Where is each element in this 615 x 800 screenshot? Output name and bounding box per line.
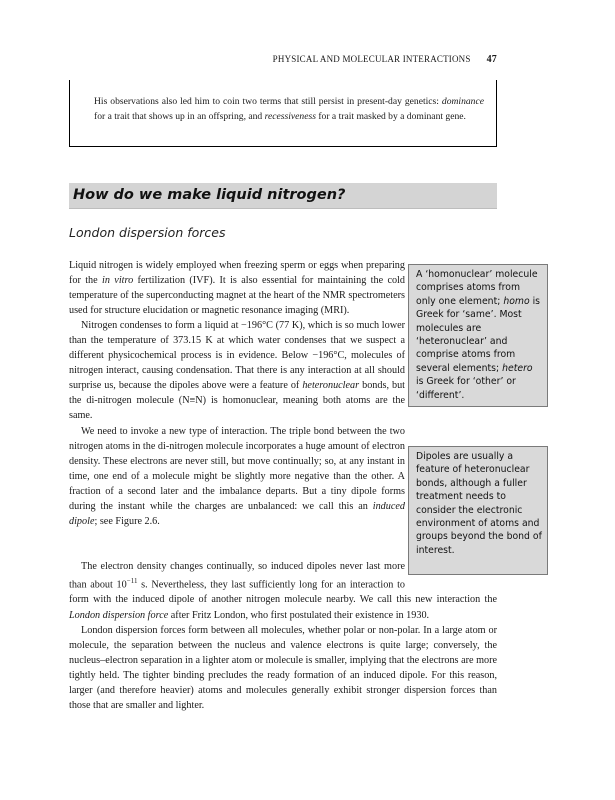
margin-note-homonuclear: [408, 264, 548, 407]
boxquote-term-recessiveness: recessiveness: [264, 111, 316, 122]
note1-text-1: A ‘homonuclear’ molecule comprises atoms from only one element;: [416, 269, 538, 307]
para3-text-1: We need to invoke a new type of interaction. The triple bond between the two nitrogen atoms in the di-nitrogen molecule incorporates a huge amount of electron density. These electrons are never still, but move continually; so, at any instant in time, one end of a molecule might be slightly more negative than the other. A fraction of a second later and the imbalance departs. But a tiny dipole forms during the instant while the charges are unbalanced: we call this an: [69, 425, 405, 512]
section-title: How do we make liquid nitrogen?: [73, 187, 346, 203]
margin-note-1-text: [416, 268, 542, 402]
boxquote-text-1: His observations also led him to coin two terms that still persist in present-day genetics:: [94, 96, 442, 107]
paragraph-1: [69, 258, 405, 318]
para1-text-2: fertilization (IVF). It is also essential for maintaining the cold temperature of the superconducting magnet at the heart of the NMR spectrometers used for structure elucidation or magnetic resonance imaging (MRI).: [69, 275, 405, 317]
para1-text-1: Liquid nitrogen is widely employed when freezing sperm or eggs when preparing for the: [69, 260, 405, 287]
boxquote-text-3: for a trait masked by a dominant gene.: [315, 111, 466, 122]
note1-text-3: is Greek for ‘other’ or ‘different’.: [416, 376, 516, 401]
note1-term-homo: homo: [503, 295, 530, 307]
para4-container: [69, 559, 497, 713]
para4-emphasis: London dispersion force: [69, 609, 169, 621]
subsection-title: London dispersion forces: [69, 225, 226, 240]
para4-text-2: s. Nevertheless, they last sufficiently long for an interaction to form with the induced dipole of another nitrogen molecule nearby. We call this new interaction the: [69, 579, 497, 606]
para1-emphasis: in vitro: [102, 275, 134, 287]
margin-note-dipoles: [408, 446, 548, 575]
running-head: [0, 54, 497, 65]
para4-text-1: The electron density changes continually, so induced dipoles never last more than about 10: [69, 561, 405, 591]
note1-text-2: is Greek for ‘same’. Most molecules are ‘heteronuclear’ and comprise atoms from several elements;: [416, 295, 541, 374]
paragraph-3: [69, 424, 405, 529]
page-number: 47: [486, 54, 497, 65]
running-title: PHYSICAL AND MOLECULAR INTERACTIONS: [272, 54, 471, 64]
para2-text-1: Nitrogen condenses to form a liquid at −196°C (77 K), which is so much lower than the temperature of 373.15 K at which water condenses that we suspect a different physicochemical process is in evidence. Below −196°C, molecules of nitrogen interact, causing condensation. That there is any interaction at all should surprise us, because the dipoles above were a feature of: [69, 320, 405, 392]
margin-note-2-text: Dipoles are usually a feature of heteronuclear bonds, although a fuller treatment needs to consider the electronic environment of atoms and groups beyond the bond of interest.: [416, 451, 542, 556]
para4-text-3: after Fritz London, who first postulated their existence in 1930.: [168, 609, 430, 621]
para4-exponent: −11: [126, 577, 138, 586]
boxquote-term-dominance: dominance: [441, 96, 484, 107]
boxed-quote-text: [94, 94, 484, 124]
paragraph-5: London dispersion forces form between all molecules, whether polar or non-polar. In a large atom or molecule, the separation between the nucleus and valence electrons is quite large; conversely, the nucleus–electron separation in a lighter atom or molecule is smaller, implying that the electrons are more tightly held. The tighter binding precludes the ready formation of an induced dipole. For this reason, larger (and therefore heavier) atoms and molecules generally exhibit stronger dispersion forces than those that are smaller and lighter.: [69, 624, 497, 711]
boxed-quote: [69, 80, 497, 147]
para2-emphasis: heteronuclear: [302, 380, 360, 392]
para3-emphasis: induced dipole: [69, 500, 405, 527]
para3-text-2: ; see Figure 2.6.: [94, 515, 160, 527]
paragraph-2: [69, 318, 405, 423]
note1-term-hetero: hetero: [502, 362, 533, 374]
section-heading-bar: [69, 183, 497, 209]
para2-text-2: bonds, but the di-nitrogen molecule (N≡N) is homonuclear, meaning both atoms are the same.: [69, 380, 406, 422]
boxquote-text-2: for a trait that shows up in an offspring, and: [94, 111, 265, 122]
